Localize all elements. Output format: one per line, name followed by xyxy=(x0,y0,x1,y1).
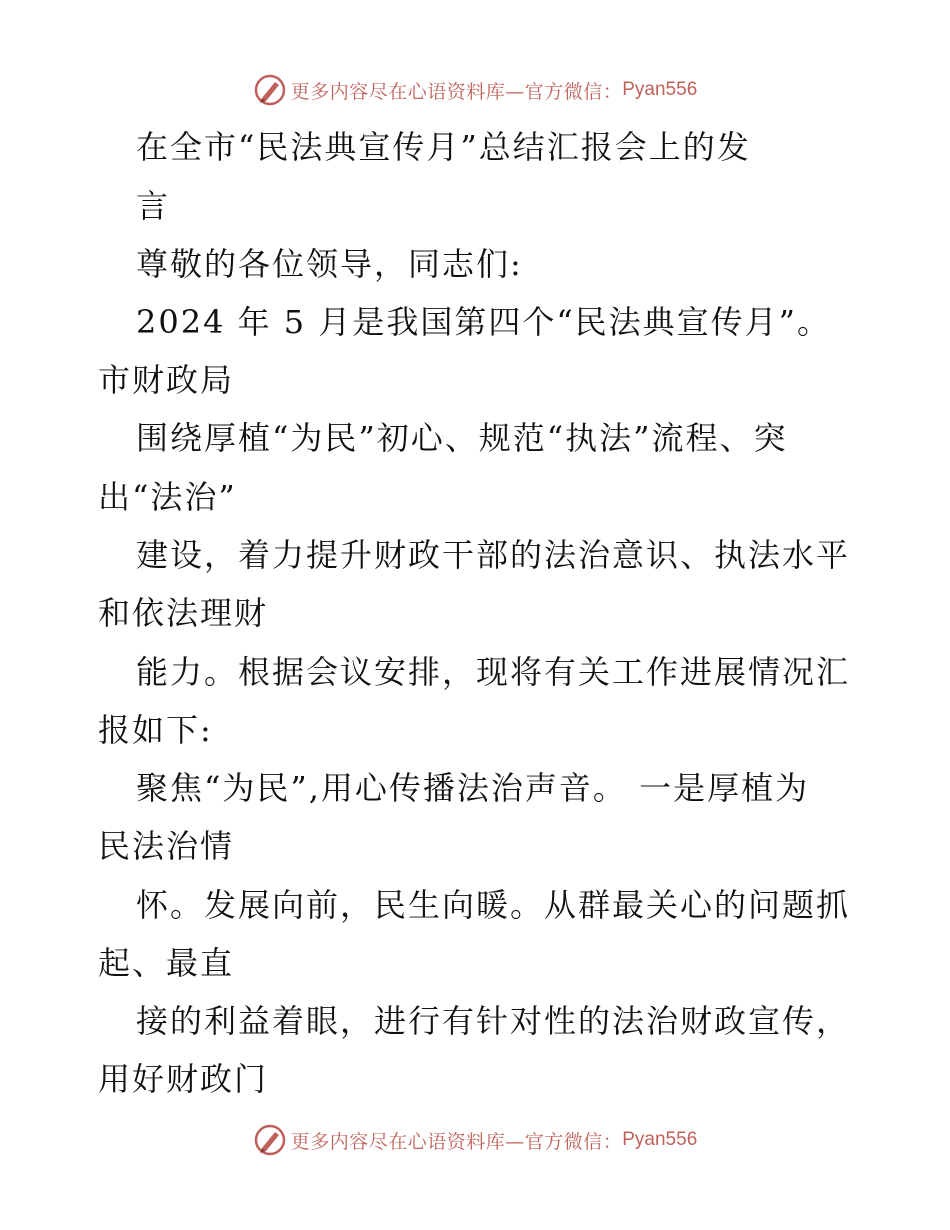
title-line-1: 在全市“民法典宣传月”总结汇报会上的发 xyxy=(136,128,751,166)
paragraph-line: 聚焦“为民”,用心传播法治声音。 一是厚植为 xyxy=(136,769,810,807)
watermark-text: 更多内容尽在心语资料库—官方微信： xyxy=(290,1130,623,1153)
paragraph-line: 民法治情 xyxy=(98,827,235,865)
paragraph-line: 2024 年 5 月是我国第四个“民法典宣传月”。 xyxy=(136,303,832,341)
footer-watermark xyxy=(0,1120,950,1160)
paragraph-line: 和依法理财 xyxy=(98,594,269,632)
title-line-2: 言 xyxy=(136,187,171,225)
paragraph-line: 出“法治” xyxy=(98,478,237,516)
paragraph-line: 报如下: xyxy=(98,711,213,749)
paragraph-line: 建设，着力提升财政干部的法治意识、执法水平 xyxy=(136,536,851,574)
paragraph-line: 起、最直 xyxy=(98,944,235,982)
pen-logo-icon xyxy=(253,1123,287,1157)
header-watermark xyxy=(0,70,950,110)
paragraph-line: 能力。根据会议安排，现将有关工作进展情况汇 xyxy=(136,653,851,691)
pen-logo-icon xyxy=(253,73,287,107)
paragraph-line: 围绕厚植“为民”初心、规范“执法”流程、突 xyxy=(136,419,788,457)
paragraph-line: 市财政局 xyxy=(98,361,235,399)
paragraph-line: 怀。发展向前，民生向暖。从群最关心的问题抓 xyxy=(136,886,851,924)
paragraph-line: 接的利益着眼，进行有针对性的法治财政宣传， xyxy=(136,1002,851,1040)
salutation: 尊敬的各位领导，同志们: xyxy=(136,245,523,283)
watermark-wechat-id: Pyan556 xyxy=(622,1129,698,1150)
watermark-text: 更多内容尽在心语资料库—官方微信： xyxy=(290,80,623,103)
watermark-wechat-id: Pyan556 xyxy=(622,79,698,100)
paragraph-line: 用好财政门 xyxy=(98,1060,269,1098)
